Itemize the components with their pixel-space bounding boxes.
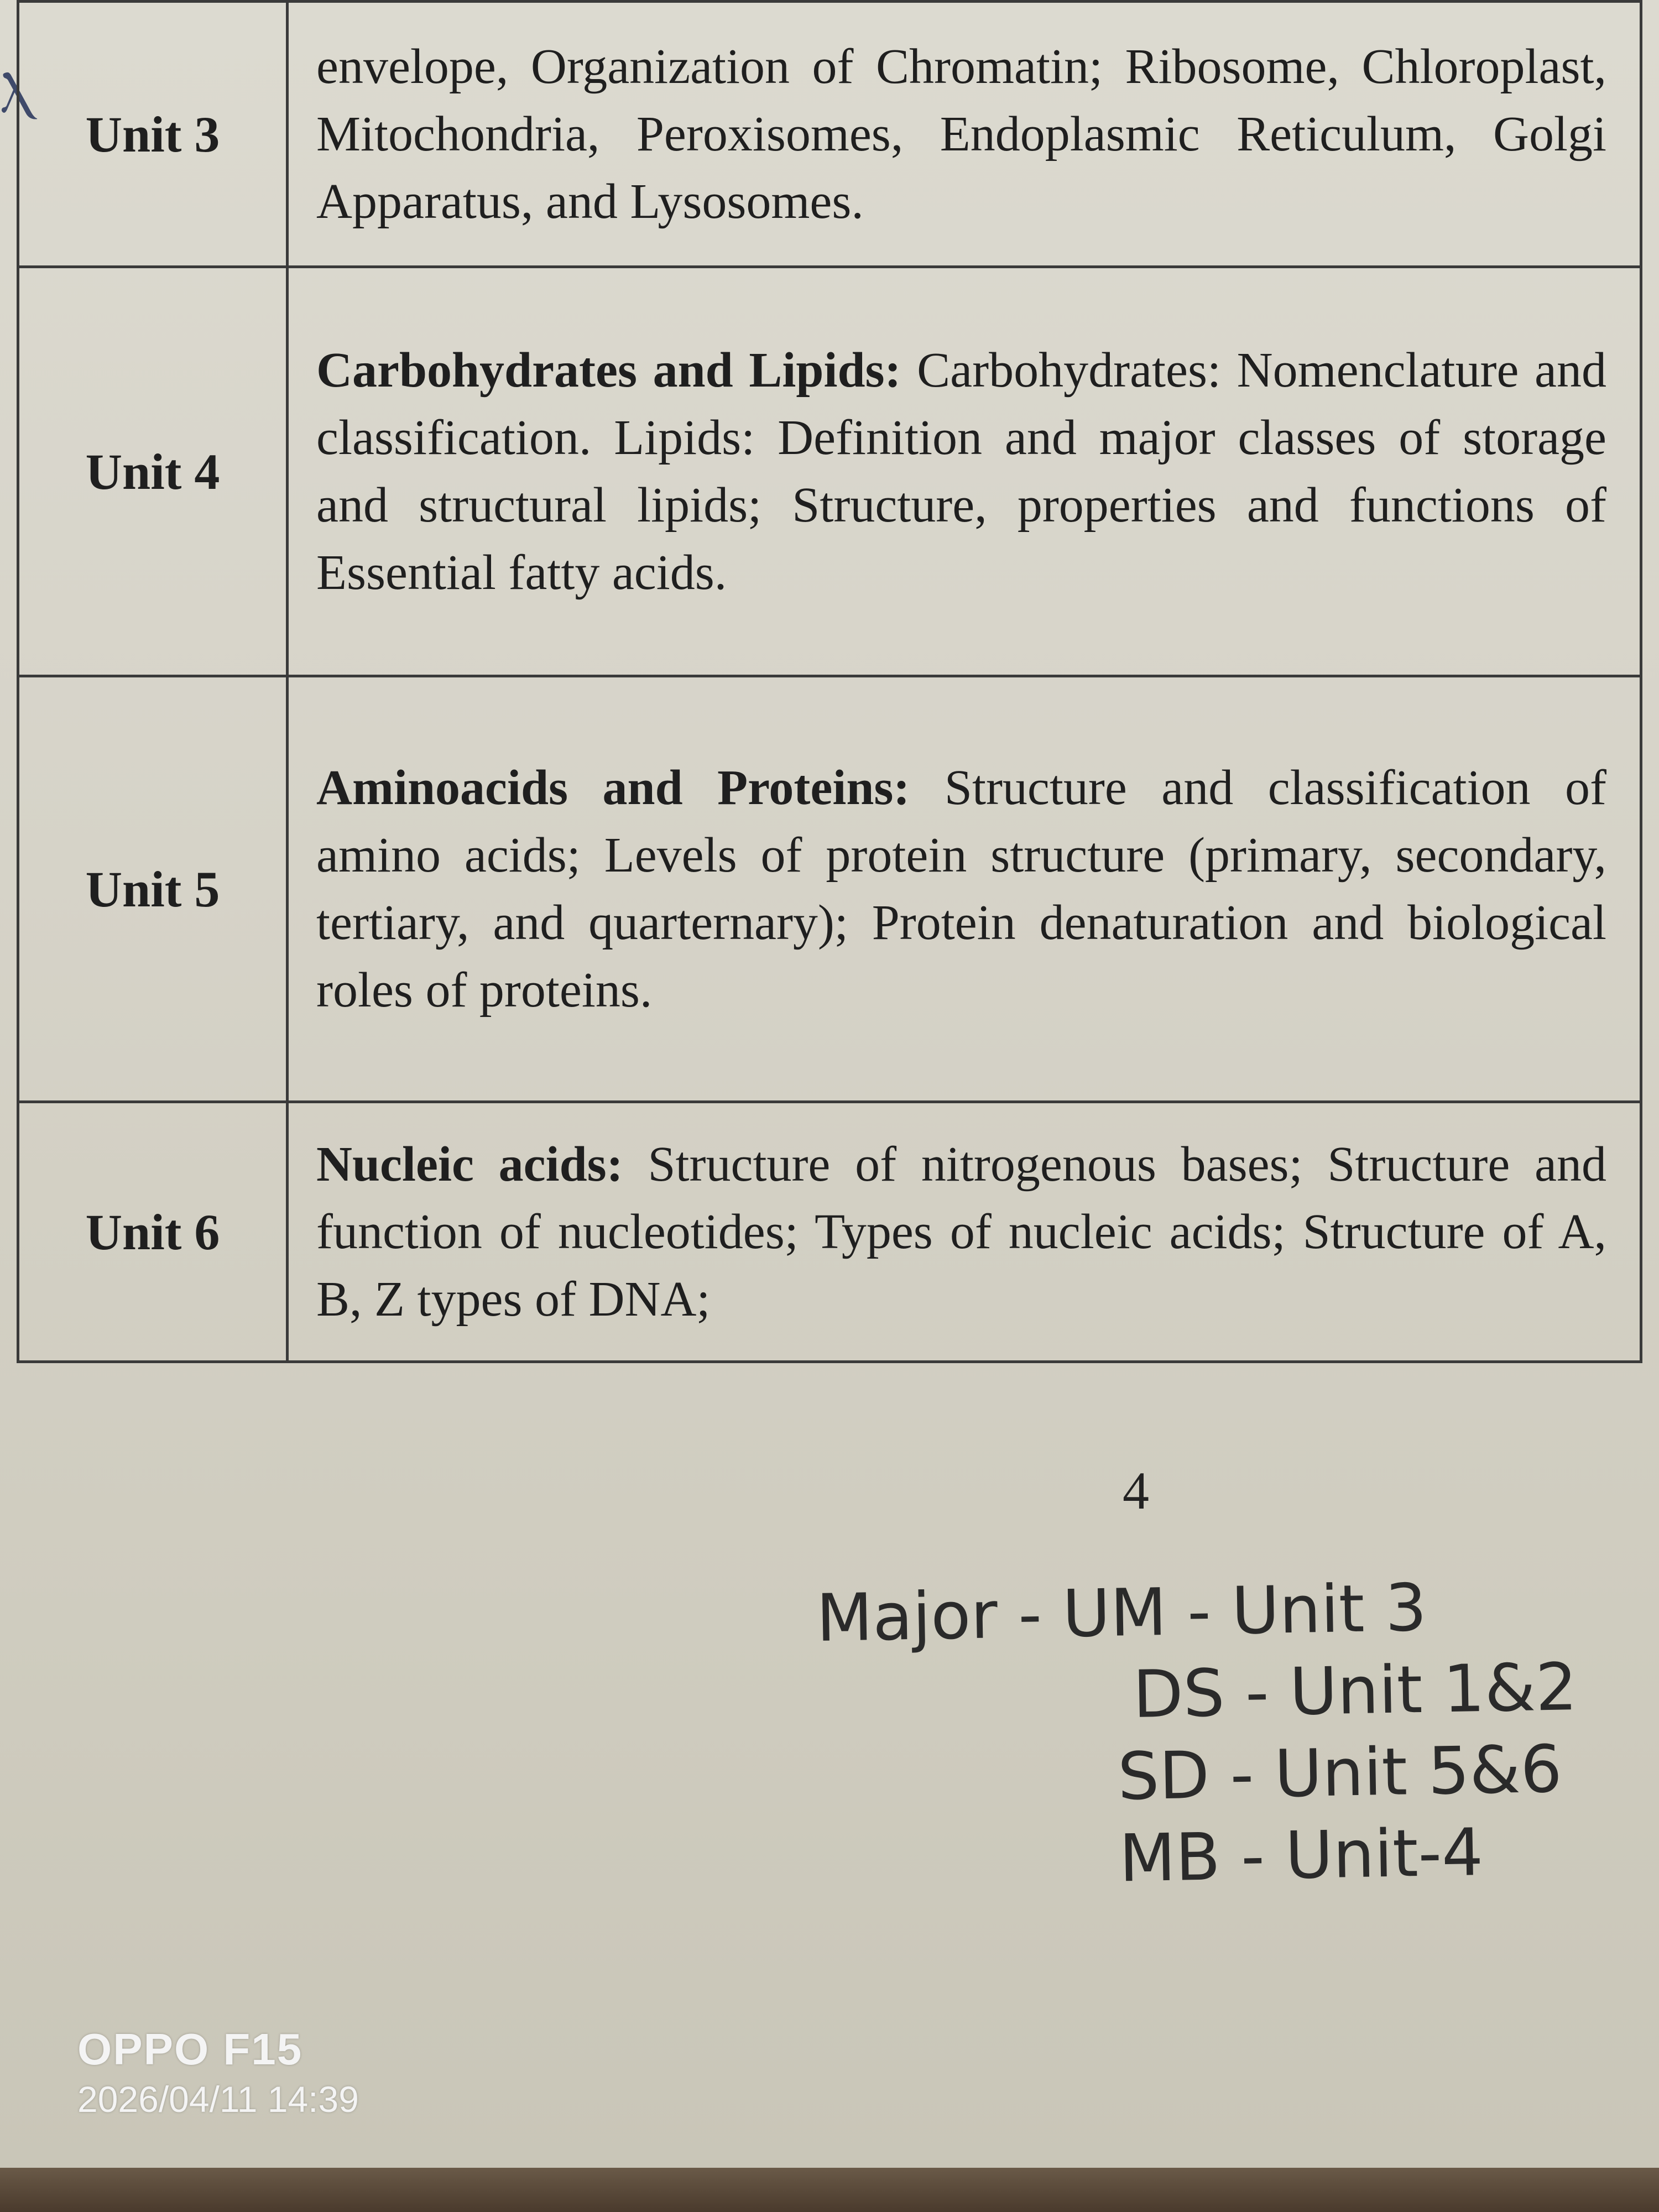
- handwritten-note: DS - Unit 1&2: [1132, 1648, 1578, 1733]
- unit-content: [288, 267, 1641, 676]
- camera-watermark: [77, 2024, 359, 2120]
- unit-content: [288, 2, 1641, 267]
- table-row: [18, 676, 1641, 1102]
- unit-topic: Carbohydrates and Lipids:: [316, 342, 901, 398]
- handwritten-notes: [816, 1564, 1580, 1905]
- table-row: [18, 267, 1641, 676]
- unit-topic: Nucleic acids:: [316, 1136, 623, 1192]
- page-number: 4: [1123, 1461, 1149, 1520]
- unit-content: [288, 1102, 1641, 1362]
- unit-description: Carbohydrates: Nomenclature and classification. Lipids: Definition and major classes of storage and structural lipids; Structure, properties and functions of Essential fatty acids.: [316, 342, 1606, 600]
- table-row: [18, 1102, 1641, 1362]
- unit-description: envelope, Organization of Chromatin; Ribosome, Chloroplast, Mitochondria, Peroxisomes, Endoplasmic Reticulum, Golgi Apparatus, and Lysosomes.: [316, 39, 1606, 229]
- photo-timestamp: 2026/04/11 14:39: [77, 2079, 359, 2120]
- handwritten-note: Major - UM - Unit 3: [816, 1569, 1428, 1657]
- unit-description: Structure and classification of amino acids; Levels of protein structure (primary, secondary, tertiary, and quarternary); Protein denaturation and biological roles of proteins.: [316, 760, 1606, 1018]
- unit-label: Unit 6: [18, 1102, 288, 1362]
- syllabus-table: [17, 0, 1642, 1363]
- camera-brand: OPPO F15: [77, 2025, 303, 2074]
- unit-label: Unit 5: [18, 676, 288, 1102]
- margin-pen-mark: Ⲗ: [0, 66, 33, 124]
- page-bottom-edge: [0, 2168, 1659, 2212]
- table-row: [18, 2, 1641, 267]
- unit-topic: Aminoacids and Proteins:: [316, 760, 910, 815]
- unit-label: Unit 4: [18, 267, 288, 676]
- unit-description: Structure of nitrogenous bases; Structure and function of nucleotides; Types of nucleic acids; Structure of A, B, Z types of DNA;: [316, 1136, 1606, 1327]
- handwritten-note: SD - Unit 5&6: [1117, 1730, 1563, 1815]
- handwritten-note: MB - Unit-4: [1118, 1814, 1484, 1897]
- unit-label: Unit 3: [18, 2, 288, 267]
- unit-content: [288, 676, 1641, 1102]
